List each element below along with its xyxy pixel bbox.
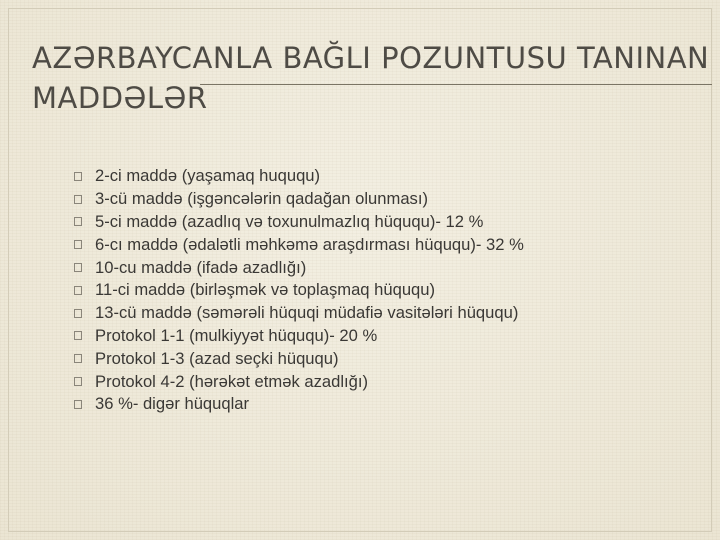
bullet-text: Protokol 1-1 (mulkiyyət hüququ)- 20 % [95, 325, 378, 345]
bullet-text: 36 %- digər hüquqlar [95, 394, 250, 414]
bullet-item [74, 347, 524, 370]
title-line-2: MADDƏLƏR [32, 81, 208, 115]
title-line-1: AZƏRBAYCANLA BAĞLI POZUNTUSU TANINAN [32, 41, 710, 75]
square-bullet-icon [74, 217, 82, 226]
bullet-item [74, 188, 524, 211]
bullet-text: 10-cu maddə (ifadə azadlığı) [95, 257, 307, 277]
bullet-text: 3-cü maddə (işgəncələrin qadağan olunması) [95, 189, 428, 209]
square-bullet-icon [74, 263, 82, 272]
bullet-text: 6-cı maddə (ədalətli məhkəmə araşdırması hüququ)- 32 % [95, 234, 524, 254]
square-bullet-icon [74, 400, 82, 409]
square-bullet-icon [74, 172, 82, 181]
bullet-item [74, 370, 524, 393]
bullet-text: Protokol 1-3 (azad seçki hüququ) [95, 348, 339, 368]
bullet-text: Protokol 4-2 (hərəkət etmək azadlığı) [95, 371, 369, 391]
slide-title [32, 38, 710, 118]
square-bullet-icon [74, 331, 82, 340]
title-underline [200, 84, 712, 85]
bullet-item [74, 325, 524, 348]
square-bullet-icon [74, 195, 82, 204]
bullet-item [74, 233, 524, 256]
bullet-item [74, 165, 524, 188]
bullet-text: 11-ci maddə (birləşmək və toplaşmaq hüququ) [95, 280, 436, 300]
bullet-text: 5-ci maddə (azadlıq və toxunulmazlıq hüququ)- 12 % [95, 211, 484, 231]
bullet-text: 2-ci maddə (yaşamaq huququ) [95, 166, 321, 186]
bullet-text: 13-cü maddə (səmərəli hüquqi müdafiə vasitələri hüququ) [95, 303, 519, 323]
bullet-list [74, 165, 524, 416]
square-bullet-icon [74, 240, 82, 249]
square-bullet-icon [74, 354, 82, 363]
square-bullet-icon [74, 377, 82, 386]
bullet-item [74, 279, 524, 302]
bullet-item [74, 393, 524, 416]
bullet-item [74, 211, 524, 234]
bullet-item [74, 256, 524, 279]
square-bullet-icon [74, 309, 82, 318]
square-bullet-icon [74, 286, 82, 295]
bullet-item [74, 302, 524, 325]
